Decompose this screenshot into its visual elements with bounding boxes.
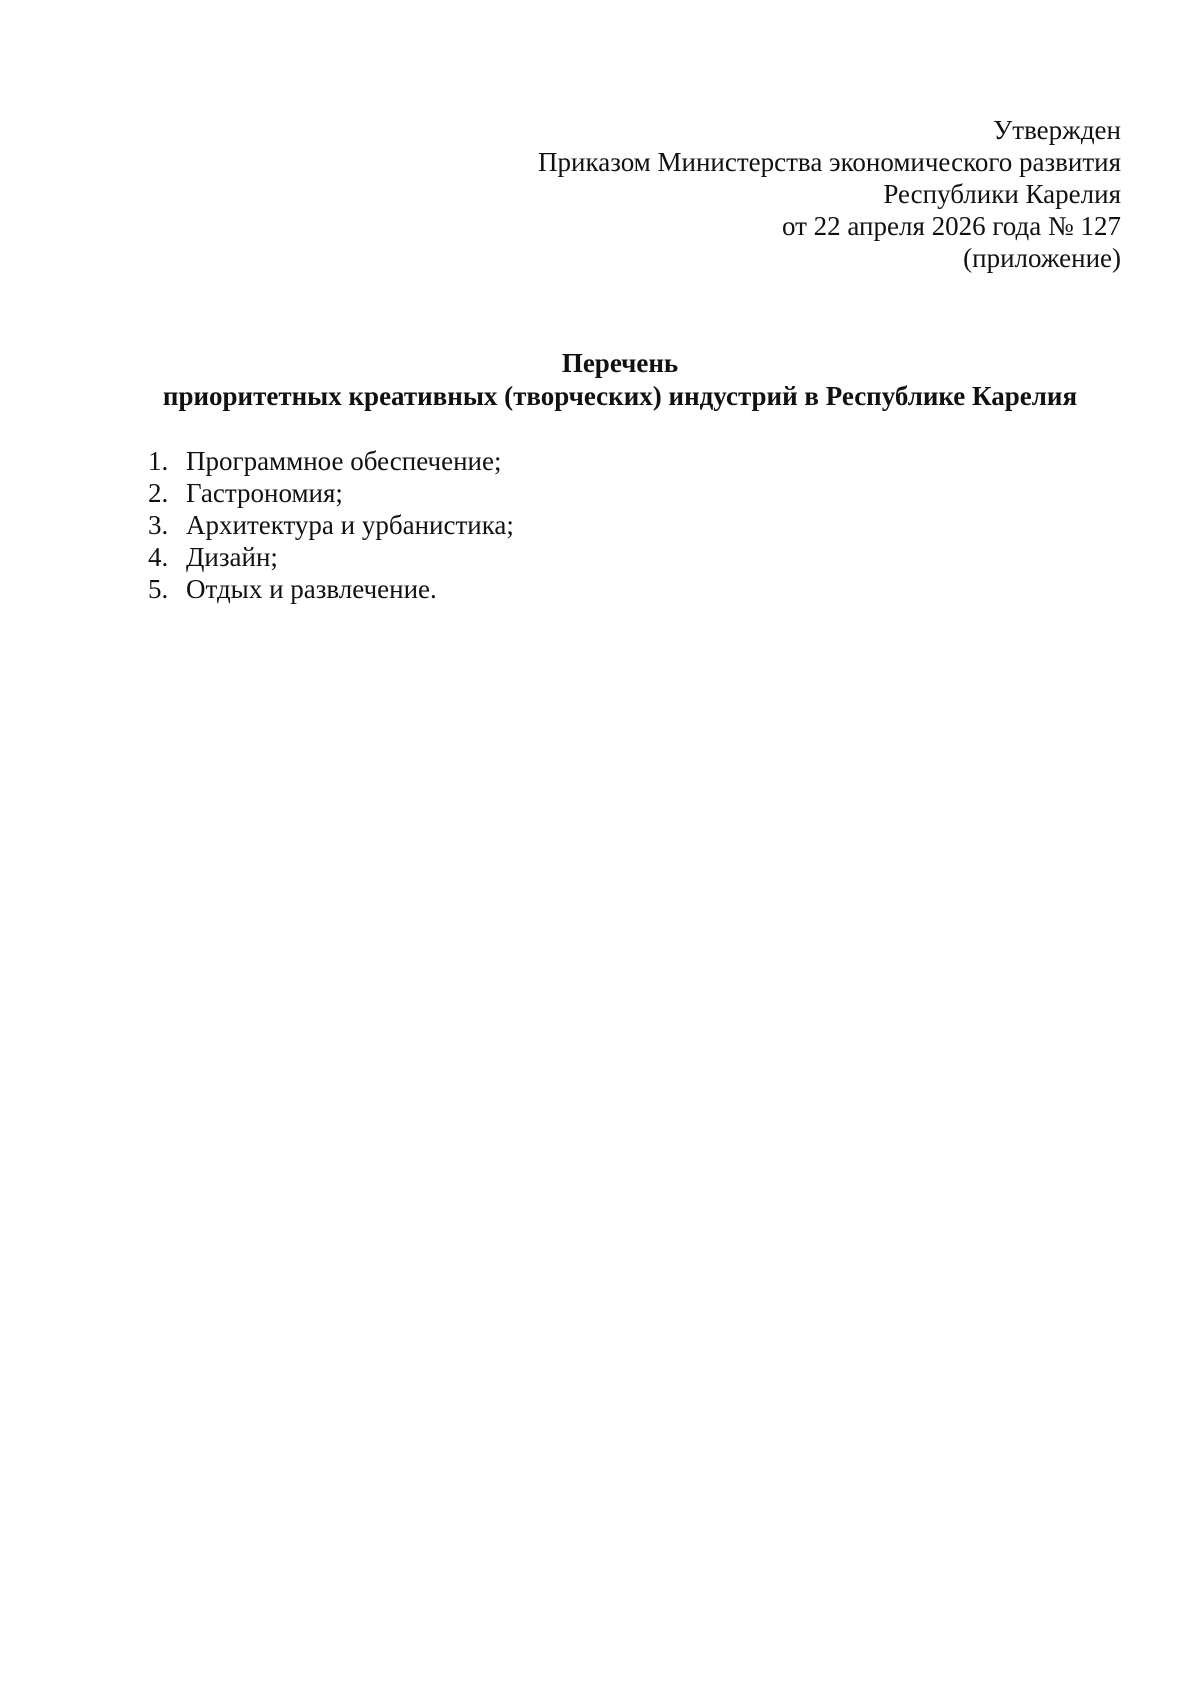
list-item [148, 541, 514, 573]
document-title: Перечень [561, 348, 679, 378]
approval-issuer: Приказом Министерства экономического развития [538, 147, 1121, 177]
list-item [148, 573, 514, 605]
list-item [148, 477, 514, 509]
list-item-number: 4. [148, 542, 169, 572]
approval-block [421, 114, 1121, 274]
list-item-text: Дизайн; [186, 542, 278, 572]
document-subtitle: приоритетных креативных (творческих) индустрий в Республике Карелия [162, 381, 1078, 411]
list-item-text: Программное обеспечение; [186, 446, 502, 476]
approval-region: Республики Карелия [883, 179, 1121, 209]
list-item-number: 5. [148, 574, 169, 604]
approval-date-number: от 22 апреля 2026 года № 127 [781, 211, 1121, 241]
list-item-text: Архитектура и урбанистика; [186, 510, 514, 540]
industries-list [148, 445, 514, 605]
list-item-number: 3. [148, 510, 169, 540]
list-item [148, 509, 514, 541]
document-heading [0, 347, 1200, 413]
list-item-text: Отдых и развлечение. [186, 574, 437, 604]
approval-status: Утвержден [993, 115, 1121, 145]
list-item [148, 445, 514, 477]
list-item-number: 2. [148, 478, 169, 508]
approval-appendix: (приложение) [963, 243, 1121, 273]
list-item-text: Гастрономия; [186, 478, 343, 508]
list-item-number: 1. [148, 446, 169, 476]
